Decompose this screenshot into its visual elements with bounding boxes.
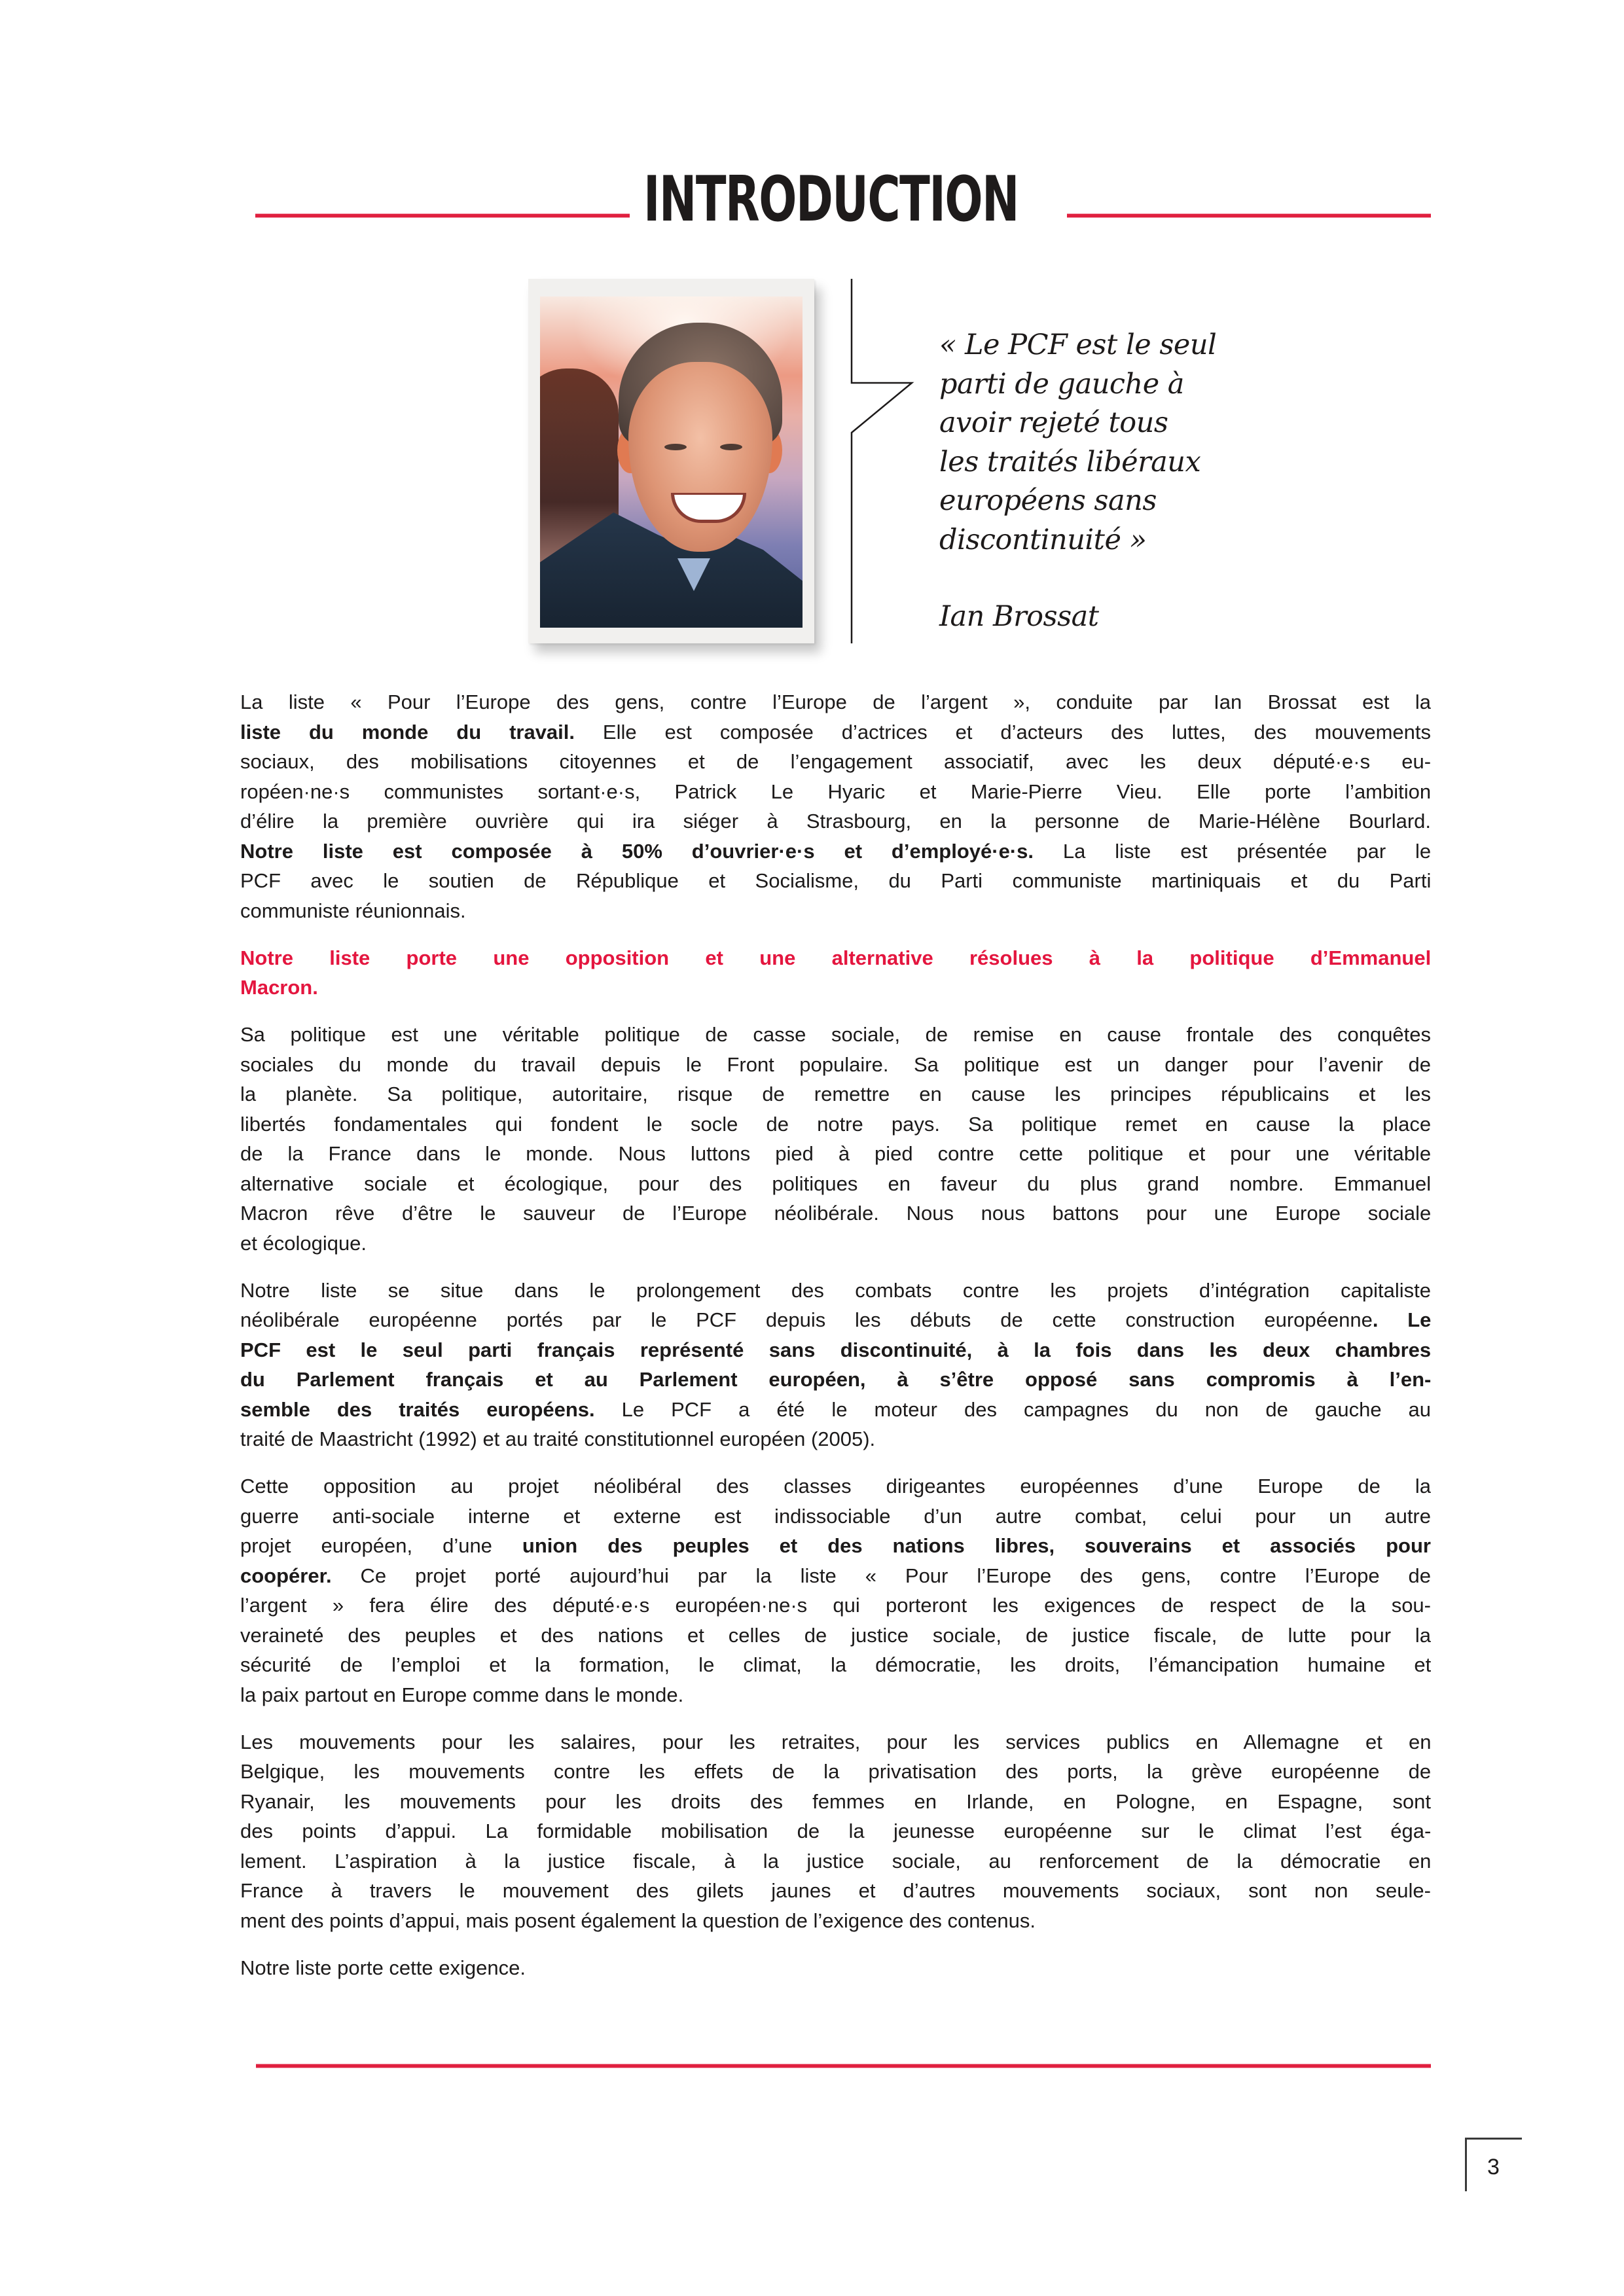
title-rule-right [1067, 214, 1431, 217]
text-line: Notre liste porte cette exigence. [240, 1956, 526, 1979]
text-line: projet européen, d’une union des peuples et des nations libres, souverains et associés pour [240, 1534, 1431, 1557]
text-line: La liste « Pour l’Europe des gens, contre l’Europe de l’argent », conduite par Ian Brossat est la [240, 691, 1431, 713]
text-line: sociaux, des mobilisations citoyennes et de l’engagement associatif, avec les deux député·e·s eu- [240, 750, 1431, 773]
quote-line: européens sans [939, 484, 1157, 517]
portrait-photo [540, 296, 803, 628]
text-line: Notre liste est composée à 50% d’ouvrier·e·s et d’employé·e·s. La liste est présentée par le [240, 839, 1431, 863]
quote-line: parti de gauche à [939, 367, 1184, 401]
photo-eye-right [720, 444, 742, 450]
text-line: Belgique, les mouvements contre les effets de la privatisation des ports, la grève européenne de [240, 1760, 1431, 1783]
text-line: libertés fondamentales qui fondent le socle de notre pays. Sa politique remet en cause la place [240, 1112, 1431, 1136]
quote-line: « Le PCF est le seul [939, 329, 1217, 361]
text-line: Cette opposition au projet néolibéral des classes dirigeantes européennes d’une Europe de la [240, 1475, 1431, 1498]
paragraph-macron-policy [240, 1020, 1431, 1258]
text-line: semble des traités européens. Le PCF a été le moteur des campagnes du non de gauche au [240, 1397, 1431, 1421]
text-line: Les mouvements pour les salaires, pour les retraites, pour les services publics en Allemagne et en [240, 1730, 1431, 1753]
text-line: traité de Maastricht (1992) et au traité constitutionnel européen (2005). [240, 1427, 876, 1450]
text-line: liste du monde du travail. Elle est composée d’actrices et d’acteurs des luttes, des mouvements [240, 720, 1431, 744]
text-line: sociales du monde du travail depuis le Front populaire. Sa politique est un danger pour l’avenir de [240, 1052, 1431, 1076]
portrait-photo-frame [528, 279, 814, 643]
quote-line: avoir rejeté tous [939, 406, 1168, 439]
paragraph-conclusion [240, 1953, 1431, 1983]
text-line: de la France dans le monde. Nous luttons pied à pied contre cette politique et pour une véritable [240, 1142, 1431, 1165]
quote-line: les traités libéraux [939, 445, 1201, 478]
photo-eye-left [664, 444, 687, 450]
highlight-statement [240, 943, 1431, 1003]
text-line: néolibérale européenne portés par le PCF depuis les débuts de cette construction européenne. Le [240, 1308, 1431, 1331]
text-line: Notre liste porte une opposition et une alternative résolues à la politique d’Emmanuel [240, 946, 1431, 969]
text-line: ropéen·ne·s communistes sortant·e·s, Patrick Le Hyaric et Marie-Pierre Vieu. Elle porte l’ambition [240, 780, 1431, 803]
text-line [240, 1335, 1431, 1365]
text-line: PCF avec le soutien de République et Socialisme, du Parti communiste martiniquais et du Parti [240, 869, 1431, 892]
text-line: et écologique. [240, 1231, 367, 1255]
bold-text: . Le [1372, 1308, 1431, 1331]
text-line [240, 1365, 1431, 1395]
text-line: alternative sociale et écologique, pour des politiques en faveur du plus grand nombre. Emmanuel [240, 1172, 1431, 1195]
text-line: Macron rêve d’être le sauveur de l’Europe néolibérale. Nous nous battons pour une Europe sociale [240, 1202, 1431, 1225]
bold-text: semble des traités européens. [240, 1397, 595, 1421]
text-line: d’élire la première ouvrière qui ira siéger à Strasbourg, en la personne de Marie-Hélène Bourlard. [240, 810, 1431, 833]
text-line: ment des points d’appui, mais posent également la question de l’exigence des contenus. [240, 1909, 1036, 1932]
text-line: Sa politique est une véritable politique de casse sociale, de remise en cause frontale des conquêtes [240, 1023, 1431, 1046]
paragraph-intro [240, 687, 1431, 925]
text-line: veraineté des peuples et des nations et celles de justice sociale, de justice fiscale, de lutte pour la [240, 1623, 1431, 1647]
bold-text: liste du monde du travail. [240, 720, 575, 744]
title-rule-left [255, 214, 630, 217]
text-line: coopérer. Ce projet porté aujourd’hui par la liste « Pour l’Europe des gens, contre l’Europe de [240, 1564, 1431, 1587]
text-line: des points d’appui. La formidable mobilisation de la jeunesse européenne sur le climat l’est éga- [240, 1820, 1431, 1842]
page-title [643, 164, 1055, 236]
paragraph-pcf-history [240, 1276, 1431, 1454]
text-line: guerre anti-sociale interne et externe est indissociable d’un autre combat, celui pour un autre [240, 1504, 1431, 1528]
text-line: Macron. [240, 976, 318, 999]
bold-text: coopérer. [240, 1564, 332, 1587]
body-text [240, 687, 1431, 2000]
page-title-text: INTRODUCTION [643, 164, 1019, 236]
photo-face [628, 362, 772, 552]
text-line: l’argent » fera élire des député·e·s européen·ne·s qui porteront les exigences de respect de la sou- [240, 1594, 1431, 1617]
quote-author: Ian Brossat [939, 600, 1099, 633]
page-number-box [1465, 2138, 1522, 2191]
text-line: France à travers le mouvement des gilets jaunes et d’autres mouvements sociaux, sont non seule- [240, 1879, 1431, 1902]
text-line: sécurité de l’emploi et la formation, le climat, la démocratie, les droits, l’émancipation humaine et [240, 1653, 1431, 1676]
text-line: Notre liste se situe dans le prolongement des combats contre les projets d’intégration capitaliste [240, 1278, 1431, 1302]
bold-text: Notre liste est composée à 50% d’ouvrier·e·s et d’employé·e·s. [240, 839, 1034, 863]
quote-line: discontinuité » [939, 523, 1147, 556]
pull-quote [939, 326, 1280, 637]
page-number: 3 [1487, 2155, 1500, 2179]
bold-text: union des peuples et des nations libres, souverains et associés pour [522, 1534, 1431, 1557]
paragraph-movements [240, 1727, 1431, 1936]
bold-text: PCF est le seul parti français représenté sans discontinuité, à la fois dans les deux chambres [240, 1338, 1431, 1361]
text-line: la planète. Sa politique, autoritaire, risque de remettre en cause les principes républicains et les [240, 1083, 1431, 1105]
text-line: Ryanair, les mouvements pour les droits des femmes en Irlande, en Pologne, en Espagne, sont [240, 1789, 1431, 1813]
speech-bracket-icon [848, 275, 920, 648]
paragraph-european-project [240, 1471, 1431, 1710]
text-line: communiste réunionnais. [240, 899, 466, 922]
text-line: lement. L’aspiration à la justice fiscale, à la justice sociale, au renforcement de la démocratie en [240, 1849, 1431, 1873]
footer-rule [256, 2064, 1431, 2068]
bold-text: du Parlement français et au Parlement européen, à s’être opposé sans compromis à l’en- [240, 1368, 1431, 1391]
text-line: la paix partout en Europe comme dans le monde. [240, 1683, 684, 1706]
